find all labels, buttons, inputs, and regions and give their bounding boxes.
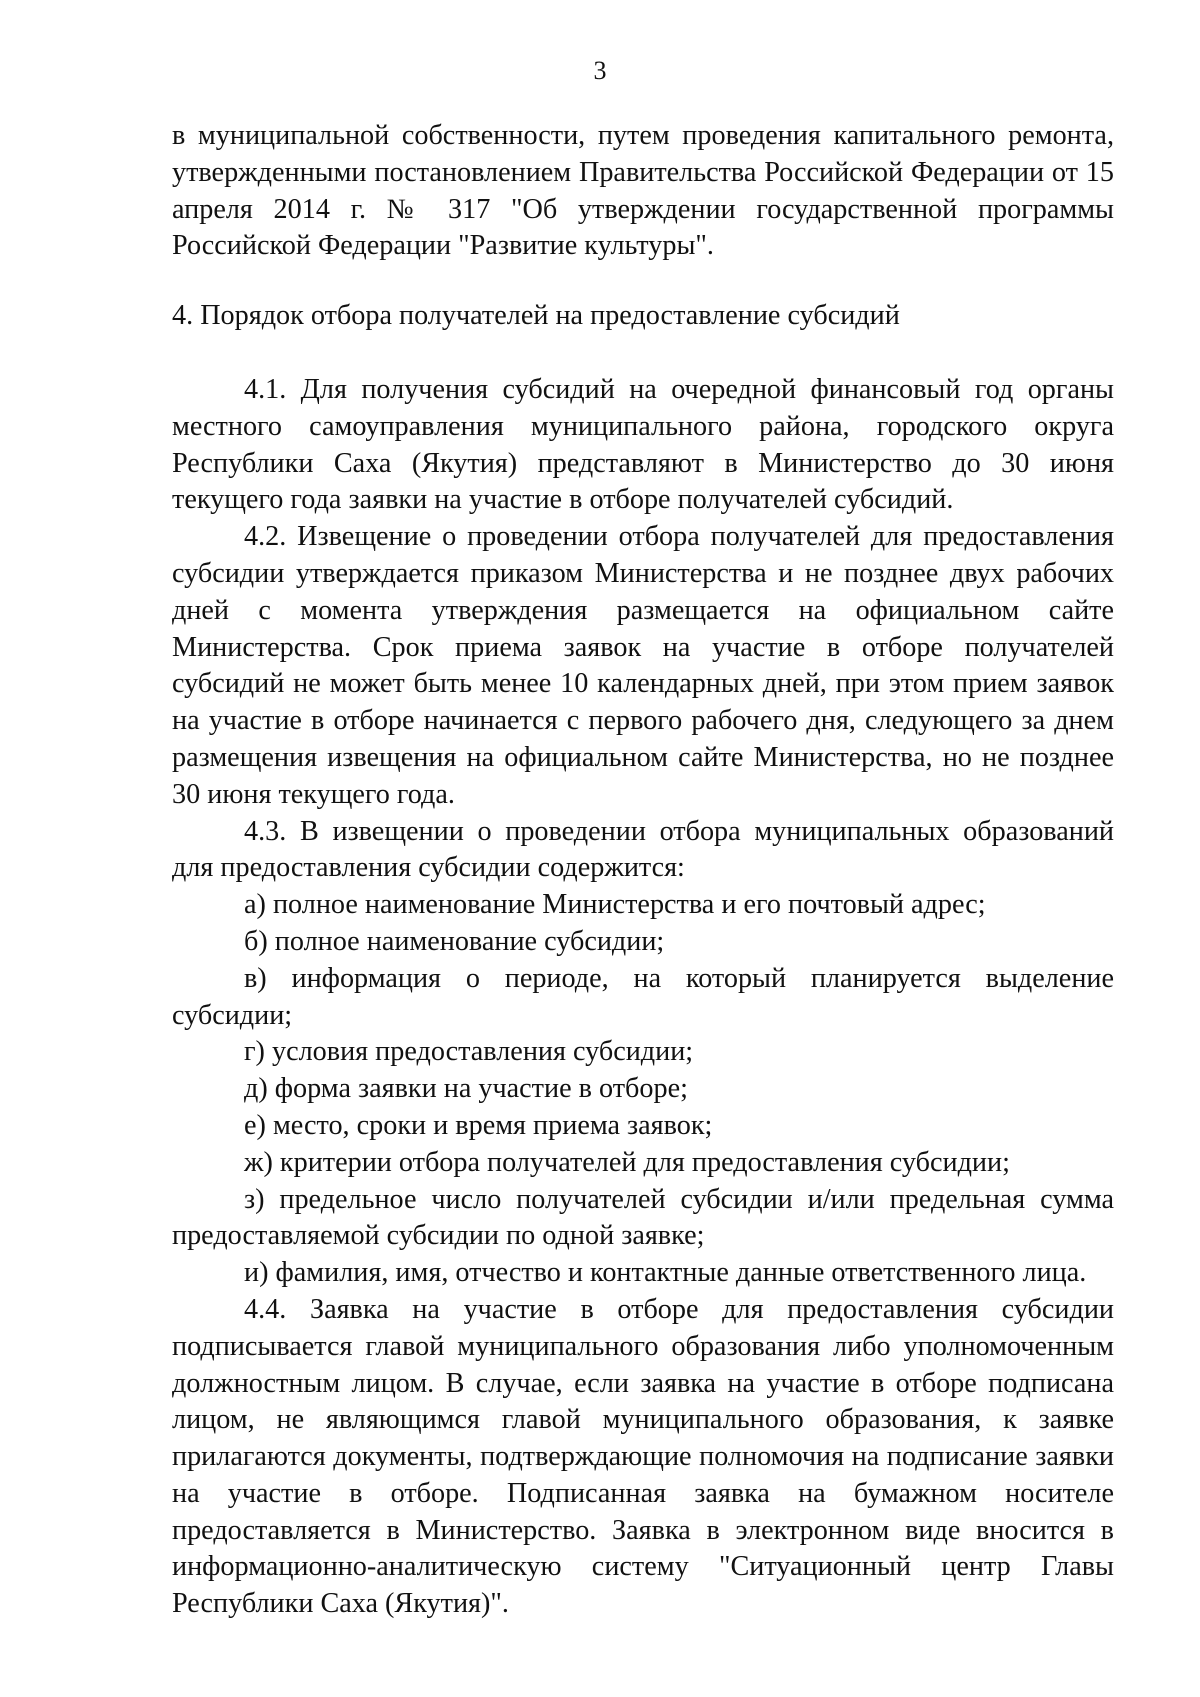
page-number: 3 bbox=[593, 56, 607, 85]
list-item-d: д) форма заявки на участие в отборе; bbox=[244, 1073, 688, 1105]
intro-paragraph: в муниципальной собственности, путем проведения капитального ремонта, утвержденными постановлением Правительства Российской Федерации от 15 апреля 2014 г. № 317 "Об утверждении государственной программы Российской Федерации "Развитие культуры". bbox=[172, 120, 1114, 262]
paragraph-4-2: 4.2. Извещение о проведении отбора получателей для предоставления субсидии утверждается приказом Министерства и не позднее двух рабочих дней с момента утверждения размещается на официальном сайте Министерства. Срок приема заявок на участие в отборе получателей субсидий не может быть менее 10 календарных дней, при этом прием заявок на участие в отборе начинается с первого рабочего дня, следующего за днем размещения извещения на официальном сайте Министерства, но не позднее 30 июня текущего года. bbox=[172, 521, 1114, 810]
list-item-z: з) предельное число получателей субсидии и/или предельная сумма предоставляемой субсидии по одной заявке; bbox=[172, 1183, 1114, 1252]
list-item-g: г) условия предоставления субсидии; bbox=[244, 1036, 694, 1068]
list-item-v: в) информация о периоде, на который планируется выделение субсидии; bbox=[172, 962, 1114, 1031]
list-item-b: б) полное наименование субсидии; bbox=[244, 925, 665, 957]
paragraph-4-3: 4.3. В извещении о проведении отбора муниципальных образований для предоставления субсидии содержится: bbox=[172, 815, 1114, 884]
list-item-i: и) фамилия, имя, отчество и контактные данные ответственного лица. bbox=[244, 1257, 1087, 1289]
paragraph-4-4: 4.4. Заявка на участие в отборе для предоставления субсидии подписывается главой муниципального образования либо уполномоченным должностным лицом. В случае, если заявка на участие в отборе подписана лицом, не являющимся главой муниципального образования, к заявке прилагаются документы, подтверждающие полномочия на подписание заявки на участие в отборе. Подписанная заявка на бумажном носителе предоставляется в Министерство. Заявка в электронном виде вносится в информационно-аналитическую систему "Ситуационный центр Главы Республики Саха (Якутия)". bbox=[172, 1293, 1114, 1620]
paragraph-4-1: 4.1. Для получения субсидий на очередной финансовый год органы местного самоуправления муниципального района, городского округа Республики Саха (Якутия) представляют в Министерство до 30 июня текущего года заявки на участие в отборе получателей субсидий. bbox=[172, 373, 1114, 516]
section-heading: 4. Порядок отбора получателей на предоставление субсидий bbox=[172, 300, 900, 332]
list-item-zh: ж) критерии отбора получателей для предоставления субсидии; bbox=[244, 1146, 1010, 1178]
list-item-a: а) полное наименование Министерства и его почтовый адрес; bbox=[244, 889, 986, 921]
list-item-e: е) место, сроки и время приема заявок; bbox=[244, 1109, 713, 1141]
document-body bbox=[172, 118, 1114, 1623]
